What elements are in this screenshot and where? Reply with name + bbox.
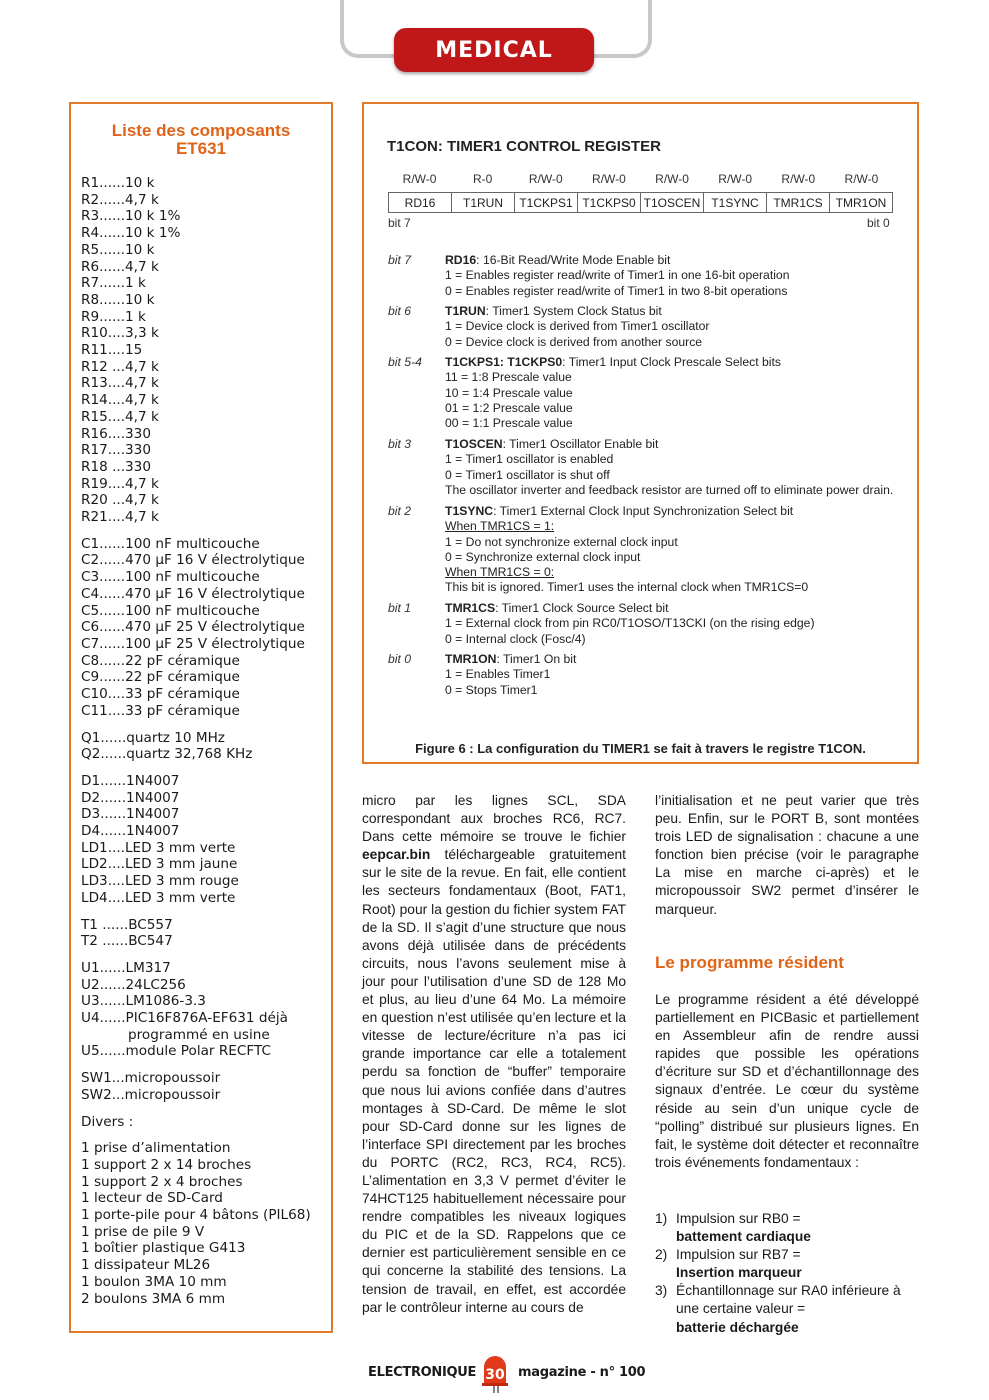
events-list (655, 1210, 925, 1337)
section-heading: Le programme résident (655, 953, 844, 972)
parts-list-item: R9......1 k (81, 308, 146, 325)
register-access-row (388, 172, 893, 186)
bit-description-line: When TMR1CS = 1: (445, 519, 555, 534)
bit-description-line: 00 = 1:1 Prescale value (445, 416, 573, 431)
bit-title-text: : Timer1 Oscillator Enable bit (502, 437, 659, 451)
register-access-label: R/W-0 (844, 172, 879, 186)
parts-group (81, 1140, 327, 1307)
event-number: 1) (655, 1211, 668, 1226)
bit-description-line: 0 = Enables register read/write of Timer1 in two 8-bit operations (445, 283, 788, 298)
parts-list-item: C10....33 pF céramique (81, 686, 240, 703)
event-text: Impulsion sur RB0 = (676, 1211, 801, 1226)
bit-label: bit 2 (388, 504, 412, 518)
event-content (676, 1246, 802, 1282)
bit-description-line: 10 = 1:4 Prescale value (445, 385, 573, 400)
parts-list-item: R3......10 k 1% (81, 208, 181, 225)
bit-description (388, 652, 908, 698)
parts-list-item: Q1......quartz 10 MHz (81, 729, 225, 746)
parts-list-item: R7......1 k (81, 275, 146, 292)
parts-list-item: R10....3,3 k (81, 325, 159, 342)
parts-list-item: R12 ...4,7 k (81, 358, 159, 375)
col1-text-a: micro par les lignes SCL, SDA correspondant aux broches RC6, RC7. Dans cette mémoire se trouve le fichier (362, 793, 626, 845)
parts-list-item: 1 prise de pile 9 V (81, 1223, 205, 1240)
footer-magazine-name: ELECTRONIQUE (368, 1365, 477, 1380)
parts-list-item: LD3....LED 3 mm rouge (81, 873, 239, 890)
bit-title (445, 355, 908, 370)
parts-list-item: LD1....LED 3 mm verte (81, 839, 236, 856)
bit-description (388, 253, 908, 299)
bit-description-line: 0 = Device clock is derived from another source (445, 334, 703, 349)
parts-list-item: C7......100 µF 25 V électrolytique (81, 635, 305, 652)
register-access-label: R/W-0 (718, 172, 753, 186)
parts-list-item: LD2....LED 3 mm jaune (81, 856, 238, 873)
bit-title (445, 652, 908, 667)
bit-label: bit 0 (388, 652, 412, 666)
parts-list-item: 1 porte-pile pour 4 bâtons (PIL68) (81, 1207, 311, 1224)
bit-title (445, 601, 908, 616)
bit-description-line: 0 = Timer1 oscillator is shut off (445, 467, 610, 482)
bit-label: bit 1 (388, 601, 412, 615)
column-2-paragraph: l’initialisation et ne peut varier que très peu. Enfin, sur le PORT B, sont montées trois LED de signalisation : chacune a une fonction bien précise (voir le paragraphe La mise en marche ci-après) et le micropoussoir SW2 permet d’insérer le marqueur. (655, 793, 919, 917)
bit-left-label: bit 7 (388, 216, 411, 230)
bit-description (388, 304, 908, 350)
register-bit-cell: T1RUN (451, 193, 514, 212)
parts-list-item: C3......100 nF multicouche (81, 569, 260, 586)
register-access-label: R/W-0 (781, 172, 816, 186)
article-column-2 (655, 792, 919, 919)
parts-list-item: R20 ...4,7 k (81, 492, 159, 509)
bit-description-line: 1 = Enables register read/write of Timer1 in one 16-bit operation (445, 268, 790, 283)
register-access-label: R/W-0 (655, 172, 689, 186)
bit-name: T1CKPS1: T1CKPS0 (445, 355, 563, 369)
parts-list-item: Divers : (81, 1113, 134, 1130)
parts-list-item: U1......LM317 (81, 959, 171, 976)
parts-list-item: 1 dissipateur ML26 (81, 1257, 211, 1274)
parts-list-item: D2......1N4007 (81, 789, 180, 806)
bit-description-body (445, 601, 908, 647)
register-bit-cell: T1OSCEN (640, 193, 703, 212)
parts-list-title (71, 122, 331, 158)
register-bit-cell: T1SYNC (703, 193, 766, 212)
col1-filename: eepcar.bin (362, 847, 431, 863)
led-icon (481, 1355, 509, 1393)
event-content (676, 1282, 925, 1336)
event-text: Impulsion sur RB7 = (676, 1247, 801, 1263)
bit-description-line: This bit is ignored. Timer1 uses the internal clock when TMR1CS=0 (445, 580, 809, 595)
bit-description-line: 1 = External clock from pin RC0/T1OSO/T13CKI (on the rising edge) (445, 616, 815, 631)
bit-description (388, 601, 908, 647)
parts-list-item: R6......4,7 k (81, 258, 159, 275)
article-column-1 (362, 792, 626, 1317)
bit-label: bit 6 (388, 304, 412, 318)
parts-list-item: C9......22 pF céramique (81, 669, 240, 686)
bit-description-body (445, 437, 908, 498)
bit-description-line: 0 = Internal clock (Fosc/4) (445, 631, 586, 646)
parts-list-item: R16....330 (81, 425, 151, 442)
parts-list-item: 1 prise d’alimentation (81, 1140, 231, 1157)
bit-title (445, 304, 908, 319)
parts-list-item: 1 boulon 3MA 10 mm (81, 1273, 227, 1290)
parts-list-item: LD4....LED 3 mm verte (81, 889, 236, 906)
bit-label: bit 5-4 (388, 355, 422, 369)
parts-group (81, 536, 327, 720)
parts-list-item: U2......24LC256 (81, 976, 186, 993)
page-footer (364, 1355, 664, 1395)
parts-list-item: R18 ...330 (81, 458, 151, 475)
parts-list-item: C4......470 µF 16 V électrolytique (81, 585, 305, 602)
bit-title-text: : Timer1 On bit (496, 652, 577, 666)
parts-list-item: R4......10 k 1% (81, 225, 181, 242)
register-title: T1CON: TIMER1 CONTROL REGISTER (387, 138, 661, 155)
parts-list-item: programmé en usine (128, 1026, 270, 1043)
parts-list-item: R11....15 (81, 342, 143, 359)
parts-list-item: Q2......quartz 32,768 KHz (81, 746, 253, 763)
bit-name: TMR1ON (445, 652, 497, 666)
bit-description-line: When TMR1CS = 0: (445, 565, 555, 580)
bit-name: T1SYNC (445, 504, 494, 518)
parts-list-item: T2 ......BC547 (81, 933, 173, 950)
bit-description (388, 504, 908, 596)
footer-issue: magazine - n° 100 (518, 1365, 646, 1380)
bit-title (445, 504, 908, 519)
register-access-label: R-0 (473, 172, 493, 186)
event-bold: batterie déchargée (676, 1319, 799, 1335)
parts-list-item: C5......100 nF multicouche (81, 602, 260, 619)
event-item (655, 1282, 925, 1336)
bit-label: bit 3 (388, 437, 412, 451)
bit-description (388, 355, 908, 431)
parts-list-item: C6......470 µF 25 V électrolytique (81, 619, 305, 636)
parts-list-item: R17....330 (81, 442, 151, 459)
parts-group (81, 1070, 327, 1103)
register-bits-row (388, 192, 893, 213)
parts-list-item: 1 lecteur de SD-Card (81, 1190, 223, 1207)
bit-description-line: 1 = Enables Timer1 (445, 667, 551, 682)
parts-list-item: SW1...micropoussoir (81, 1070, 221, 1087)
parts-list-item: R19....4,7 k (81, 475, 159, 492)
section-body (655, 991, 919, 1172)
parts-list-item: C1......100 nF multicouche (81, 535, 260, 552)
parts-list-item: T1 ......BC557 (81, 916, 173, 933)
page-number: 30 (485, 1367, 505, 1383)
bit-description-body (445, 504, 908, 596)
bit-right-label: bit 0 (867, 216, 890, 230)
parts-list-item: D1......1N4007 (81, 772, 180, 789)
bit-description-body (445, 652, 908, 698)
figure-t1con (362, 102, 919, 764)
event-bold: battement cardiaque (676, 1229, 811, 1245)
bit-description-line: The oscillator inverter and feedback resistor are turned off to eliminate power drain. (445, 482, 894, 497)
bit-description-body (445, 253, 908, 299)
event-text: Échantillonnage sur RA0 inférieure à une certaine valeur = (676, 1283, 901, 1317)
bit-title-text: : Timer1 Input Clock Prescale Select bits (562, 355, 781, 369)
bit-description-line: 1 = Do not synchronize external clock input (445, 534, 678, 549)
bit-description-line: 11 = 1:8 Prescale value (445, 370, 572, 385)
parts-list-item: C11....33 pF céramique (81, 702, 240, 719)
column-1-paragraph (362, 792, 626, 1317)
parts-group (81, 730, 327, 763)
register-bit-cell: RD16 (404, 195, 436, 210)
bit-description (388, 437, 908, 498)
parts-list-item: SW2...micropoussoir (81, 1086, 221, 1103)
parts-list-item: U3......LM1086-3.3 (81, 993, 206, 1010)
bit-title-text: : Timer1 System Clock Status bit (485, 304, 662, 318)
parts-group (81, 773, 327, 907)
register-access-label: R/W-0 (402, 172, 437, 186)
parts-list-item: R5......10 k (81, 241, 155, 258)
event-number: 2) (655, 1247, 668, 1263)
event-item (655, 1246, 925, 1282)
parts-list-item: U4......PIC16F876A-EF631 déjà (81, 1010, 288, 1027)
register-bit-cell: TMR1CS (766, 193, 829, 212)
bit-description-body (445, 304, 908, 350)
parts-list-item: 2 boulons 3MA 6 mm (81, 1290, 226, 1307)
bit-description-line: 0 = Stops Timer1 (445, 682, 538, 697)
bit-title-text: : Timer1 Clock Source Select bit (495, 601, 669, 615)
parts-list-item: D4......1N4007 (81, 823, 180, 840)
event-number: 3) (655, 1283, 668, 1299)
event-content (676, 1210, 811, 1246)
parts-list-item: R13....4,7 k (81, 375, 159, 392)
bit-title (445, 253, 908, 268)
bit-title-text: : Timer1 External Clock Input Synchronization Select bit (493, 504, 794, 518)
bit-label: bit 7 (388, 253, 412, 267)
bit-description-body (445, 355, 908, 431)
register-bit-cell: T1CKPS1 (514, 193, 577, 212)
parts-list-item: 1 boîtier plastique G413 (81, 1240, 246, 1257)
parts-group (81, 1114, 327, 1131)
bit-description-line: 0 = Synchronize external clock input (445, 549, 641, 564)
parts-list-item: R1......10 k (81, 175, 155, 191)
bit-description-line: 01 = 1:2 Prescale value (445, 400, 573, 415)
parts-title-line2: ET631 (175, 139, 227, 158)
register-access-label: R/W-0 (592, 172, 626, 186)
parts-group (81, 175, 327, 526)
register-bit-cell: TMR1ON (829, 193, 892, 212)
parts-list-item: C2......470 µF 16 V électrolytique (81, 552, 305, 569)
event-bold: Insertion marqueur (676, 1265, 802, 1281)
register-bit-cell: T1CKPS0 (577, 193, 640, 212)
parts-list-item: C8......22 pF céramique (81, 652, 240, 669)
figure-caption: Figure 6 : La configuration du TIMER1 se fait à travers le registre T1CON. (415, 741, 866, 756)
bit-title-text: : 16-Bit Read/Write Mode Enable bit (476, 253, 671, 267)
parts-list-item: U5......module Polar RECFTC (81, 1043, 271, 1060)
section-paragraph: Le programme résident a été développé partiellement en PICBasic et partiellement en Assembleur afin de rendre aussi rapides que possible les opérations d’écriture sur SD et d’échantillonnage des signaux d’entrée. Le cœur du système réside au sein d’un unique cycle de “polling” distribué sur plusieurs lignes. En fait, le système doit détecter et reconnaître trois événements fondamentaux : (655, 992, 919, 1170)
bit-description-line: 1 = Timer1 oscillator is enabled (445, 452, 614, 467)
parts-group (81, 960, 327, 1060)
col1-text-b: téléchargeable gratuitement sur le site de la revue. En fait, elle contient les secteurs fondamentaux (Boot, FAT1, Root) pour la gestion du fichier system FAT de la SD. Il s’agit d’une structure que nous avons déjà utilisée dans de précédents circuits, nous l’avons seulement mise à jour pour l’utilisation d’une SD de 128 Mo et plus, au lieu d’une 64 Mo. La mémoire en question n’est utilisée qu’en lecture et la vitesse de lecture/écriture n’a pas ici grande importance car elle a totalement perdu sa fonction de “buffer” temporaire que nous lui avions confiée dans d’autres montages à SD-Card. De même le slot pour SD-Card donne sur les lignes de l’interface SPI directement par les broches du PORTC (RC2, RC3, RC4, RC5). L’alimentation en 3,3 V permet d’éviter le 74HCT125 habituellement nécessaire pour rendre compatibles les niveaux logiques du PIC et de la SD. Rappelons que ce dernier est particulièrement sensible en ce qui concerne la stabilité des tensions. La tension de travail, en effet, est accordée par le contrôleur interne au cours de (362, 847, 626, 1315)
event-item (655, 1210, 925, 1246)
bit-title (445, 437, 908, 452)
parts-list-item: R21....4,7 k (81, 509, 159, 526)
bit-name: T1RUN (445, 304, 486, 318)
parts-list-item: R14....4,7 k (81, 392, 159, 409)
bit-description-line: 1 = Device clock is derived from Timer1 oscillator (445, 319, 710, 334)
parts-list-item: R2......4,7 k (81, 191, 159, 208)
register-access-label: R/W-0 (528, 172, 563, 186)
parts-list-item: 1 support 2 x 4 broches (81, 1173, 243, 1190)
parts-list-item: D3......1N4007 (81, 806, 180, 823)
parts-list-item: R8......10 k (81, 291, 155, 308)
bit-name: RD16 (445, 253, 477, 267)
bit-name: TMR1CS (445, 601, 496, 615)
section-banner: MEDICAL (394, 28, 594, 72)
parts-list-item: R15....4,7 k (81, 408, 159, 425)
parts-list (81, 175, 327, 1317)
parts-title-line1: Liste des composants (111, 121, 291, 140)
parts-group (81, 917, 327, 950)
parts-list-item: 1 support 2 x 14 broches (81, 1156, 252, 1173)
bit-name: T1OSCEN (445, 437, 503, 451)
parts-list-box (69, 102, 333, 1333)
